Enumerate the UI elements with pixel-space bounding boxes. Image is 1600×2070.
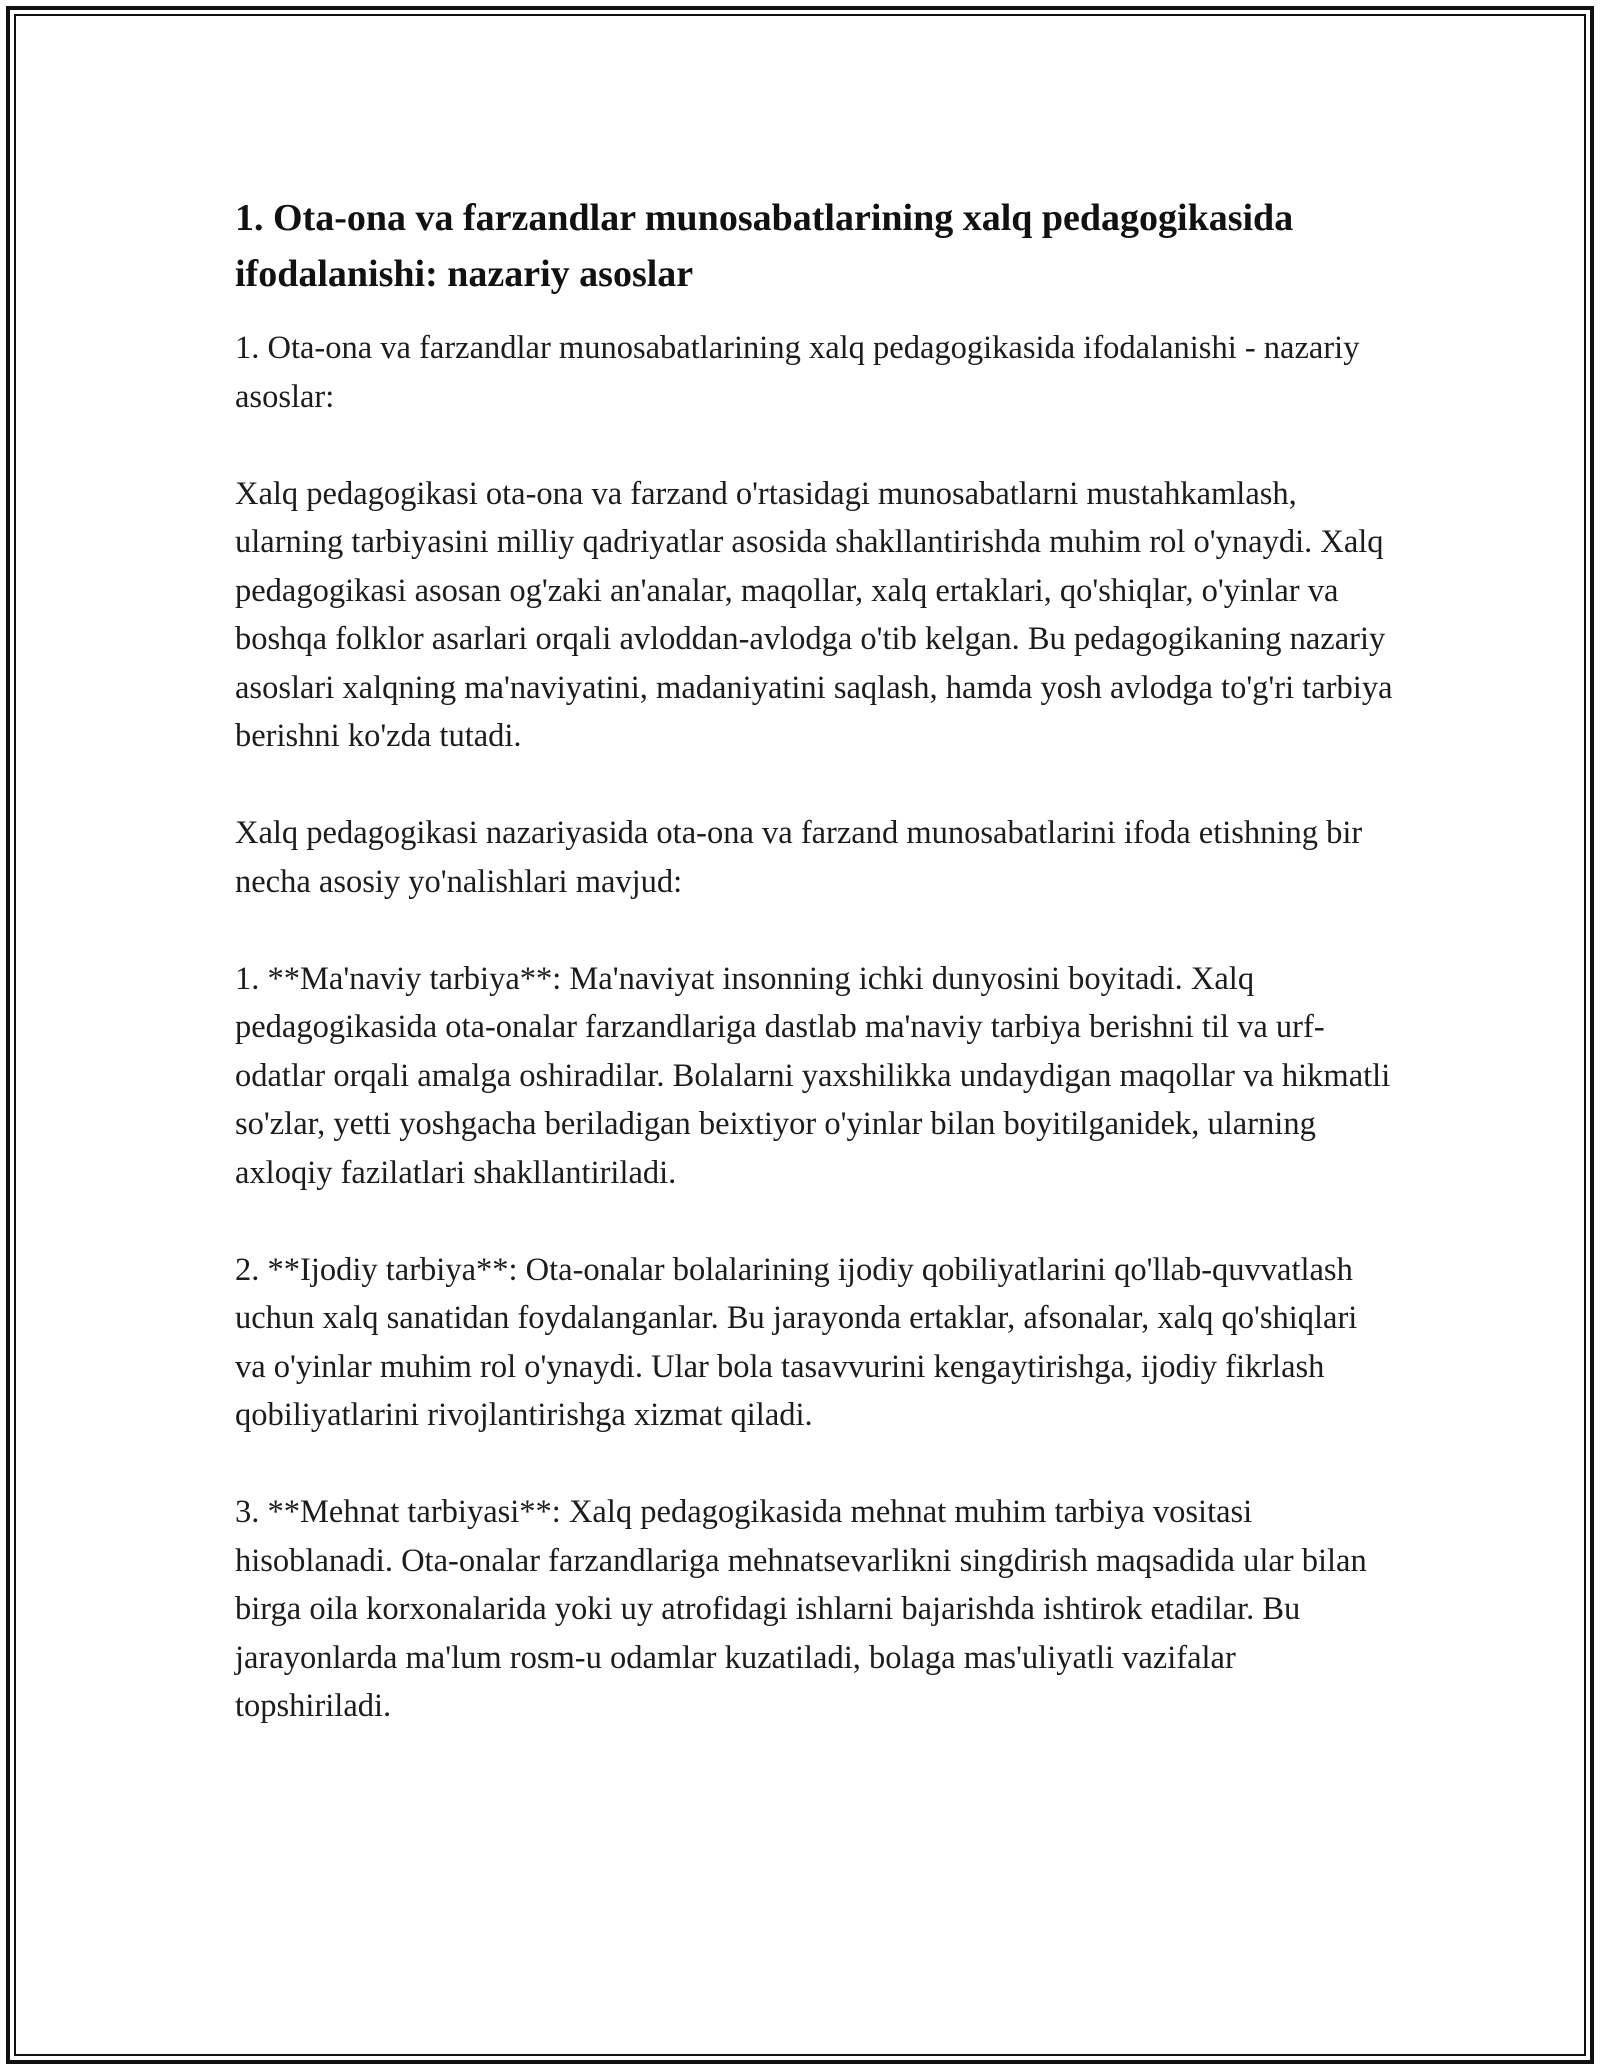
paragraph-labor-education: 3. **Mehnat tarbiyasi**: Xalq pedagogikasida mehnat muhim tarbiya vositasi hisoblanadi. Ota-onalar farzandlariga mehnatsevarlikni singdirish maqsadida ular bilan birga oila korxonalarida yoki uy atrofidagi ishlarni bajarishda ishtirok etadilar. Bu jarayonlarda ma'lum rosm-u odamlar kuzatiladi, bolaga mas'uliyatli vazifalar topshiriladi. <box>235 1494 1367 1724</box>
paragraph-intro: 1. Ota-ona va farzandlar munosabatlarining xalq pedagogikasida ifodalanishi - nazariy asoslar: <box>235 330 1360 415</box>
paragraph-directions: Xalq pedagogikasi nazariyasida ota-ona va farzand munosabatlarini ifoda etishning bir necha asosiy yo'nalishlari mavjud: <box>235 815 1363 900</box>
paragraph-spiritual-education: 1. **Ma'naviy tarbiya**: Ma'naviyat insonning ichki dunyosini boyitadi. Xalq pedagogikasida ota-onalar farzandlariga dastlab ma'naviy tarbiya berishni til va urf-odatlar orqali amalga oshiradilar. Bolalarni yaxshilikka undaydigan maqollar va hikmatli so'zlar, yetti yoshgacha beriladigan beixtiyor o'yinlar bilan boyitilganidek, ularning axloqiy fazilatlari shakllantiriladi. <box>235 960 1391 1191</box>
paragraph-creative-education: 2. **Ijodiy tarbiya**: Ota-onalar bolalarining ijodiy qobiliyatlarini qo'llab-quvvatlash uchun xalq sanatidan foydalanganlar. Bu jarayonda ertaklar, afsonalar, xalq qo'shiqlari va o'yinlar muhim rol o'ynaydi. Ular bola tasavvurini kengaytirishga, ijodiy fikrlash qobiliyatlarini rivojlantirishga xizmat qiladi. <box>235 1251 1358 1433</box>
document-body <box>235 324 1395 1731</box>
section-heading: 1. Ota-ona va farzandlar munosabatlarining xalq pedagogikasida ifodalanishi: nazariy asoslar <box>235 197 1294 295</box>
document-content <box>235 190 1395 1731</box>
paragraph-overview: Xalq pedagogikasi ota-ona va farzand o'rtasidagi munosabatlarni mustahkamlash, ularning tarbiyasini milliy qadriyatlar asosida shakllantirishda muhim rol o'ynaydi. Xalq pedagogikasi asosan og'zaki an'analar, maqollar, xalq ertaklari, qo'shiqlar, o'yinlar va boshqa folklor asarlari orqali avloddan-avlodga o'tib kelgan. Bu pedagogikaning nazariy asoslari xalqning ma'naviyatini, madaniyatini saqlash, hamda yosh avlodga to'g'ri tarbiya berishni ko'zda tutadi. <box>235 475 1393 754</box>
